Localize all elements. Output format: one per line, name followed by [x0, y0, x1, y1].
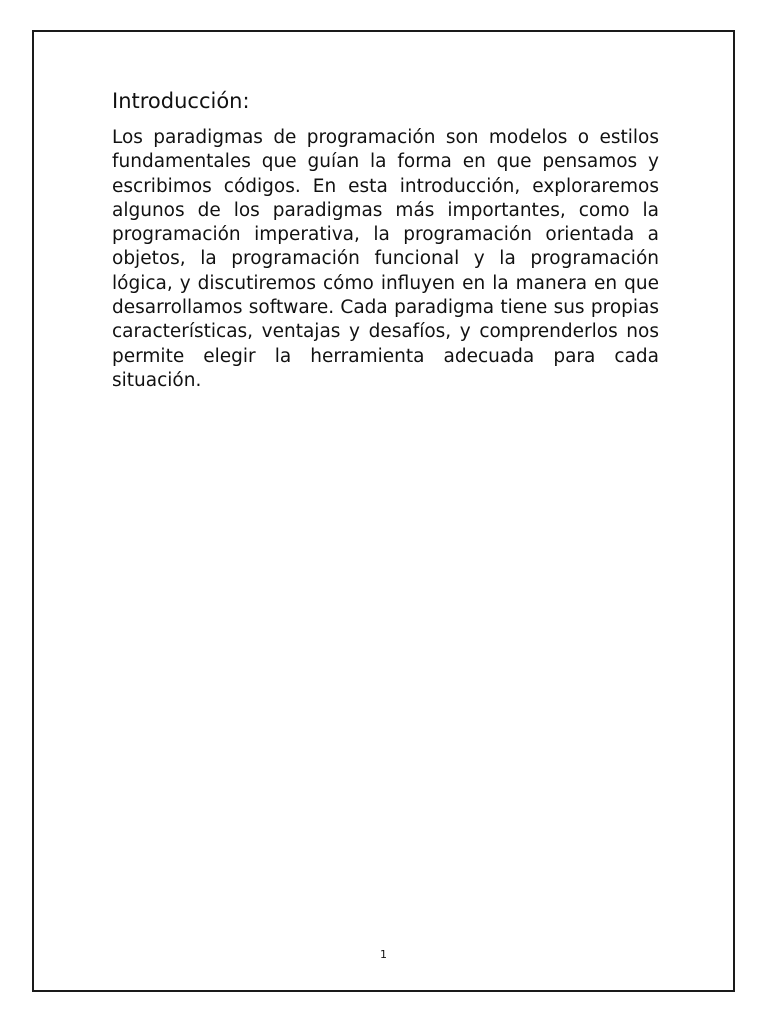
page-number: 1	[380, 948, 387, 961]
document-page	[32, 30, 735, 992]
page-title: Introducción:	[112, 89, 250, 113]
intro-paragraph: Los paradigmas de programación son modelos o estilos fundamentales que guían la forma en que pensamos y escribimos códigos. En esta introducción, exploraremos algunos de los paradigmas más importantes, como la programación imperativa, la programación orientada a objetos, la programación funcional y la programación lógica, y discutiremos cómo influyen en la manera en que desarrollamos software. Cada paradigma tiene sus propias características, ventajas y desafíos, y comprenderlos nos permite elegir la herramienta adecuada para cada situación.	[112, 127, 659, 391]
